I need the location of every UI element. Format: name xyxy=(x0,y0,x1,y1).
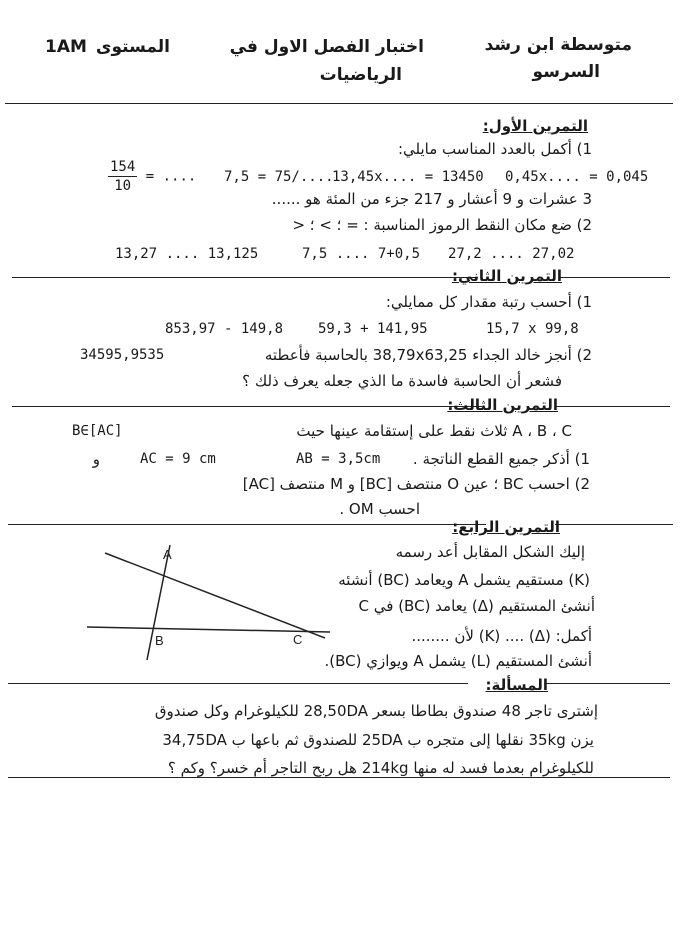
ex3-divider-right xyxy=(555,524,673,525)
ex1-frac-rest: = .... xyxy=(145,168,197,185)
school-line2: السرسو xyxy=(532,62,600,82)
ex1-q2: 2) ضع مكان النقط الرموز المناسبة : = ؛ > ؛ < xyxy=(292,216,592,234)
level-label: المستوى xyxy=(95,37,170,57)
exam-title-line1: اختبار الفصل الاول في xyxy=(229,37,424,57)
line-through-a-c xyxy=(105,553,325,638)
school-line1: متوسطة ابن رشد xyxy=(484,35,632,55)
ex2-calc-c: 15,7 x 99,8 xyxy=(486,321,579,337)
ex2-title: التمرين الثاني: xyxy=(452,267,562,285)
ex1-divider-right xyxy=(560,277,670,278)
geometry-figure xyxy=(85,535,335,675)
ex3-line4: احسب OM . xyxy=(339,500,420,518)
ex1-compare-b: 7,5 .... 7+0,5 xyxy=(302,246,421,262)
ex2-calc-a: 853,97 - 149,8 xyxy=(165,321,284,337)
ex1-title: التمرين الأول: xyxy=(482,117,588,135)
ex4-line5: أنشئ المستقيم (L) يشمل A ويوازي (BC). xyxy=(324,652,592,670)
ex2-divider-right xyxy=(555,406,670,407)
ex4-line2: (K) مستقيم يشمل A ويعامد (BC) أنشئه xyxy=(338,571,590,589)
ex1-line2: 3 عشرات و 9 أعشار و 217 جزء من المئة هو ...... xyxy=(271,190,592,208)
ex1-item-c: 0,45x.... = 0,045 xyxy=(505,169,649,185)
ex1-item-a: 7,5 = 75/.... xyxy=(224,169,334,185)
problem-divider xyxy=(8,777,670,778)
ex4-divider-right xyxy=(545,683,670,684)
ex2-q1: 1) أحسب رتبة مقدار كل ممايلي: xyxy=(385,293,592,311)
ex1-frac-num: 154 xyxy=(110,159,136,175)
ex4-line1: إليك الشكل المقابل أعد رسمه xyxy=(395,543,585,561)
ex2-q2b: فشعر أن الحاسبة فاسدة ما الذي جعله يعرف ذلك ؟ xyxy=(242,372,562,390)
label-c: C xyxy=(293,632,303,647)
problem-title: المسألة: xyxy=(485,676,548,694)
ex1-divider xyxy=(12,277,478,278)
ex2-calc-b: 59,3 + 141,95 xyxy=(318,321,428,337)
problem-line3: للكيلوغرام بعدما فسد له منها 214kg هل ربح التاجر أم خسر؟ وكم ؟ xyxy=(167,759,594,777)
label-a: A xyxy=(163,547,172,562)
ex2-q2: 2) أنجز خالد الجداء 38,79x63,25 بالحاسبة فأعطته xyxy=(264,346,592,364)
ex1-item-b: 13,45x.... = 13450 xyxy=(332,169,484,185)
problem-line1: إشترى تاجر 48 صندوق بطاطا بسعر 28,50DA للكيلوغرام وكل صندوق xyxy=(154,702,598,720)
ex1-q1: 1) أكمل بالعدد المناسب مايلي: xyxy=(397,140,592,158)
ex3-and: و xyxy=(92,450,100,468)
ex1-frac-den: 10 xyxy=(114,178,132,194)
ex3-ab-length: AB = 3,5cm xyxy=(296,451,381,467)
ex4-line4: أكمل: (Δ) .... (K) لأن ........ xyxy=(411,627,592,645)
ex3-title: التمرين الثالث: xyxy=(447,396,558,414)
ex3-line1: A ، B ، C ثلاث نقط على إستقامة عينها حيث xyxy=(296,422,572,440)
ex2-divider xyxy=(12,406,482,407)
problem-line2: يزن 35kg نقلها إلى متجره ب 25DA للصندوق ثم باعها ب 34,75DA xyxy=(162,731,594,749)
ex3-line3: 2) احسب BC ؛ عين O منتصف [BC] و M منتصف [AC] xyxy=(242,475,590,493)
level-code: 1AM xyxy=(45,37,87,57)
label-b: B xyxy=(155,633,164,648)
ex3-ac-length: AC = 9 cm xyxy=(140,451,216,467)
exam-title-line2: الرياضيات xyxy=(319,65,402,85)
ex4-line3: أنشئ المستقيم (Δ) يعامد (BC) في C xyxy=(358,597,595,615)
ex3-q1: 1) أذكر جميع القطع الناتجة . xyxy=(412,450,590,468)
ex1-compare-c: 27,2 .... 27,02 xyxy=(448,246,575,262)
ex1-compare-a: 13,27 .... 13,125 xyxy=(115,246,259,262)
ex3-b-in-ac: B∈[AC] xyxy=(72,423,123,439)
ex4-title: التمرين الرابع: xyxy=(452,518,560,536)
ex3-divider xyxy=(8,524,486,525)
header-divider xyxy=(5,103,673,104)
ex4-divider xyxy=(8,683,468,684)
ex2-calculator-result: 34595,9535 xyxy=(80,347,165,363)
